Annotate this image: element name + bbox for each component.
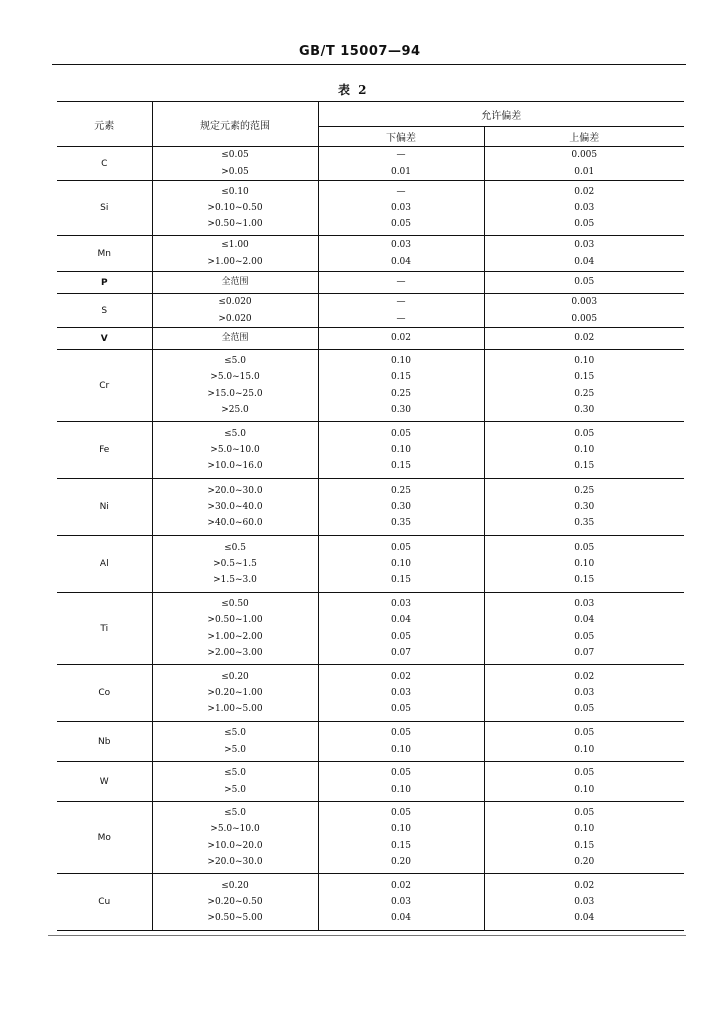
upper-cell <box>484 593 684 665</box>
range-cell <box>152 802 318 874</box>
lower-cell <box>318 350 484 422</box>
lower-value: 0.02 <box>390 333 412 344</box>
upper-value: 0.03 <box>574 687 595 698</box>
range-value: >1.00~2.00 <box>207 256 263 267</box>
upper-cell <box>484 479 684 536</box>
lower-value: 0.25 <box>390 485 412 496</box>
upper-value: 0.05 <box>574 704 595 715</box>
tolerance-table <box>57 101 684 931</box>
lower-cell <box>318 722 484 762</box>
lower-value: 0.03 <box>390 240 412 251</box>
upper-value: 0.05 <box>574 728 595 739</box>
upper-value: 0.003 <box>571 297 598 308</box>
upper-value: 0.02 <box>574 186 595 197</box>
upper-cell <box>484 665 684 722</box>
range-value: >0.50~1.00 <box>207 615 263 626</box>
lower-value: 0.10 <box>390 744 412 755</box>
range-value: ≤0.10 <box>221 186 249 197</box>
upper-value: 0.30 <box>574 404 595 415</box>
table-body <box>57 147 684 931</box>
table-caption: 表 2 <box>338 83 369 97</box>
lower-cell <box>318 874 484 931</box>
range-cell <box>152 328 318 350</box>
range-value: ≤0.05 <box>221 150 249 161</box>
upper-value: 0.05 <box>574 219 595 230</box>
upper-value: 0.20 <box>574 856 595 867</box>
range-value: ≤5.0 <box>224 728 246 739</box>
upper-value: 0.01 <box>574 166 595 177</box>
upper-value: 0.10 <box>574 444 595 455</box>
upper-value: 0.25 <box>574 388 595 399</box>
range-value: >5.0~10.0 <box>210 444 260 455</box>
upper-value: 0.25 <box>574 485 595 496</box>
range-value: >0.05 <box>221 166 249 177</box>
bottom-rule <box>48 935 686 936</box>
table-row <box>57 536 684 593</box>
lower-cell <box>318 272 484 294</box>
element-cell: S <box>57 294 152 328</box>
upper-cell <box>484 272 684 294</box>
element-cell: Fe <box>57 422 152 479</box>
upper-value: 0.005 <box>571 313 598 324</box>
lower-value: 0.05 <box>390 219 412 230</box>
element-cell: Co <box>57 665 152 722</box>
range-cell <box>152 593 318 665</box>
upper-value: 0.02 <box>574 671 595 682</box>
upper-cell <box>484 294 684 328</box>
range-value: ≤1.00 <box>221 240 249 251</box>
upper-value: 0.05 <box>574 542 595 553</box>
upper-value: 0.07 <box>574 647 595 658</box>
table-row <box>57 874 684 931</box>
range-value: >0.20~0.50 <box>207 896 263 907</box>
range-value: >1.00~5.00 <box>207 704 263 715</box>
range-value: >15.0~25.0 <box>207 388 263 399</box>
range-value: >5.0 <box>224 744 246 755</box>
range-value: >10.0~20.0 <box>207 840 263 851</box>
range-value: ≤5.0 <box>224 428 246 439</box>
lower-value: 0.25 <box>390 388 412 399</box>
table-row <box>57 350 684 422</box>
header-range: 规定元素的范围 <box>152 102 318 147</box>
range-cell <box>152 874 318 931</box>
upper-value: 0.15 <box>574 461 595 472</box>
lower-value: — <box>396 297 406 308</box>
range-cell <box>152 762 318 802</box>
header-upper: 上偏差 <box>484 127 684 147</box>
element-cell: Cu <box>57 874 152 931</box>
element-cell: Nb <box>57 722 152 762</box>
lower-value: 0.04 <box>390 913 412 924</box>
lower-value: 0.15 <box>390 840 412 851</box>
lower-value: — <box>396 277 406 288</box>
upper-cell <box>484 236 684 272</box>
range-value: ≤0.020 <box>218 297 252 308</box>
upper-value: 0.10 <box>574 744 595 755</box>
upper-value: 0.05 <box>574 768 595 779</box>
range-value: >20.0~30.0 <box>207 485 263 496</box>
lower-value: 0.03 <box>390 687 412 698</box>
upper-value: 0.02 <box>574 333 595 344</box>
lower-cell <box>318 147 484 181</box>
upper-value: 0.03 <box>574 240 595 251</box>
upper-cell <box>484 147 684 181</box>
range-value: >25.0 <box>221 404 249 415</box>
element-cell: P <box>57 272 152 294</box>
upper-value: 0.04 <box>574 913 595 924</box>
lower-value: 0.01 <box>390 166 412 177</box>
range-value: >20.0~30.0 <box>207 856 263 867</box>
lower-cell <box>318 762 484 802</box>
lower-cell <box>318 236 484 272</box>
lower-cell <box>318 328 484 350</box>
lower-value: 0.02 <box>390 880 412 891</box>
element-cell: Al <box>57 536 152 593</box>
lower-value: 0.10 <box>390 784 412 795</box>
element-cell: V <box>57 328 152 350</box>
range-value: 全范围 <box>221 277 249 288</box>
upper-value: 0.05 <box>574 807 595 818</box>
range-value: ≤5.0 <box>224 768 246 779</box>
upper-value: 0.05 <box>574 631 595 642</box>
range-value: >10.0~16.0 <box>207 461 263 472</box>
lower-value: 0.04 <box>390 256 412 267</box>
table-row <box>57 294 684 328</box>
upper-value: 0.03 <box>574 598 595 609</box>
lower-value: — <box>396 186 406 197</box>
table-row <box>57 147 684 181</box>
range-value: >5.0~10.0 <box>210 824 260 835</box>
lower-value: — <box>396 313 406 324</box>
range-value: >30.0~40.0 <box>207 501 263 512</box>
range-cell <box>152 181 318 236</box>
range-cell <box>152 665 318 722</box>
upper-cell <box>484 181 684 236</box>
range-value: ≤0.20 <box>221 880 249 891</box>
range-value: >1.5~3.0 <box>213 575 257 586</box>
lower-value: 0.30 <box>390 404 412 415</box>
element-cell: Ti <box>57 593 152 665</box>
lower-cell <box>318 294 484 328</box>
range-value: ≤5.0 <box>224 355 246 366</box>
upper-cell <box>484 722 684 762</box>
lower-value: 0.35 <box>390 518 412 529</box>
table-row <box>57 479 684 536</box>
range-value: >5.0 <box>224 784 246 795</box>
range-value: >0.50~1.00 <box>207 219 263 230</box>
range-value: 全范围 <box>221 333 249 344</box>
element-cell: C <box>57 147 152 181</box>
table-row <box>57 722 684 762</box>
upper-value: 0.04 <box>574 615 595 626</box>
range-value: ≤0.20 <box>221 671 249 682</box>
lower-cell <box>318 593 484 665</box>
tolerance-table-container <box>57 101 684 931</box>
range-value: >0.50~5.00 <box>207 913 263 924</box>
element-cell: Cr <box>57 350 152 422</box>
upper-cell <box>484 328 684 350</box>
range-cell <box>152 272 318 294</box>
lower-value: 0.05 <box>390 728 412 739</box>
table-row <box>57 181 684 236</box>
lower-value: — <box>396 150 406 161</box>
range-cell <box>152 422 318 479</box>
table-row <box>57 272 684 294</box>
element-cell: Ni <box>57 479 152 536</box>
range-value: ≤0.50 <box>221 598 249 609</box>
lower-value: 0.05 <box>390 428 412 439</box>
lower-value: 0.02 <box>390 671 412 682</box>
lower-value: 0.30 <box>390 501 412 512</box>
lower-value: 0.10 <box>390 558 412 569</box>
lower-value: 0.20 <box>390 856 412 867</box>
table-row <box>57 422 684 479</box>
upper-value: 0.15 <box>574 372 595 383</box>
table-row <box>57 236 684 272</box>
upper-cell <box>484 762 684 802</box>
upper-value: 0.03 <box>574 896 595 907</box>
lower-cell <box>318 422 484 479</box>
lower-cell <box>318 536 484 593</box>
upper-value: 0.005 <box>571 150 598 161</box>
lower-value: 0.05 <box>390 542 412 553</box>
upper-value: 0.05 <box>574 277 595 288</box>
upper-cell <box>484 422 684 479</box>
element-cell: Mo <box>57 802 152 874</box>
table-row <box>57 328 684 350</box>
lower-value: 0.05 <box>390 768 412 779</box>
range-cell <box>152 236 318 272</box>
range-value: >1.00~2.00 <box>207 631 263 642</box>
lower-value: 0.04 <box>390 615 412 626</box>
upper-value: 0.03 <box>574 202 595 213</box>
lower-value: 0.03 <box>390 202 412 213</box>
lower-value: 0.07 <box>390 647 412 658</box>
range-value: >0.10~0.50 <box>207 202 263 213</box>
range-cell <box>152 294 318 328</box>
upper-value: 0.35 <box>574 518 595 529</box>
upper-value: 0.02 <box>574 880 595 891</box>
element-cell: Mn <box>57 236 152 272</box>
table-row <box>57 593 684 665</box>
lower-value: 0.10 <box>390 444 412 455</box>
upper-value: 0.15 <box>574 840 595 851</box>
table-row <box>57 802 684 874</box>
range-cell <box>152 350 318 422</box>
range-cell <box>152 722 318 762</box>
lower-cell <box>318 665 484 722</box>
upper-value: 0.15 <box>574 575 595 586</box>
upper-value: 0.10 <box>574 355 595 366</box>
header-tolerance-group: 允许偏差 <box>318 102 684 127</box>
element-cell: W <box>57 762 152 802</box>
lower-value: 0.05 <box>390 704 412 715</box>
range-value: ≤5.0 <box>224 807 246 818</box>
upper-cell <box>484 874 684 931</box>
upper-value: 0.05 <box>574 428 595 439</box>
lower-value: 0.10 <box>390 824 412 835</box>
upper-value: 0.10 <box>574 784 595 795</box>
upper-value: 0.04 <box>574 256 595 267</box>
lower-value: 0.15 <box>390 575 412 586</box>
range-cell <box>152 536 318 593</box>
lower-value: 0.03 <box>390 598 412 609</box>
range-cell <box>152 147 318 181</box>
header-lower: 下偏差 <box>318 127 484 147</box>
range-value: >5.0~15.0 <box>210 372 260 383</box>
element-cell: Si <box>57 181 152 236</box>
upper-cell <box>484 350 684 422</box>
lower-value: 0.03 <box>390 896 412 907</box>
range-value: ≤0.5 <box>224 542 246 553</box>
lower-cell <box>318 479 484 536</box>
upper-value: 0.10 <box>574 824 595 835</box>
upper-value: 0.30 <box>574 501 595 512</box>
range-value: >0.020 <box>218 313 252 324</box>
lower-value: 0.05 <box>390 807 412 818</box>
lower-value: 0.10 <box>390 355 412 366</box>
range-value: >2.00~3.00 <box>207 647 263 658</box>
range-value: >40.0~60.0 <box>207 518 263 529</box>
header-element: 元素 <box>57 102 152 147</box>
upper-value: 0.10 <box>574 558 595 569</box>
lower-value: 0.05 <box>390 631 412 642</box>
lower-value: 0.15 <box>390 372 412 383</box>
range-cell <box>152 479 318 536</box>
table-row <box>57 762 684 802</box>
lower-cell <box>318 181 484 236</box>
header-rule <box>52 64 686 65</box>
lower-cell <box>318 802 484 874</box>
table-row <box>57 665 684 722</box>
range-value: >0.5~1.5 <box>213 558 257 569</box>
upper-cell <box>484 536 684 593</box>
upper-cell <box>484 802 684 874</box>
range-value: >0.20~1.00 <box>207 687 263 698</box>
document-header: GB/T 15007—94 <box>299 44 421 59</box>
lower-value: 0.15 <box>390 461 412 472</box>
